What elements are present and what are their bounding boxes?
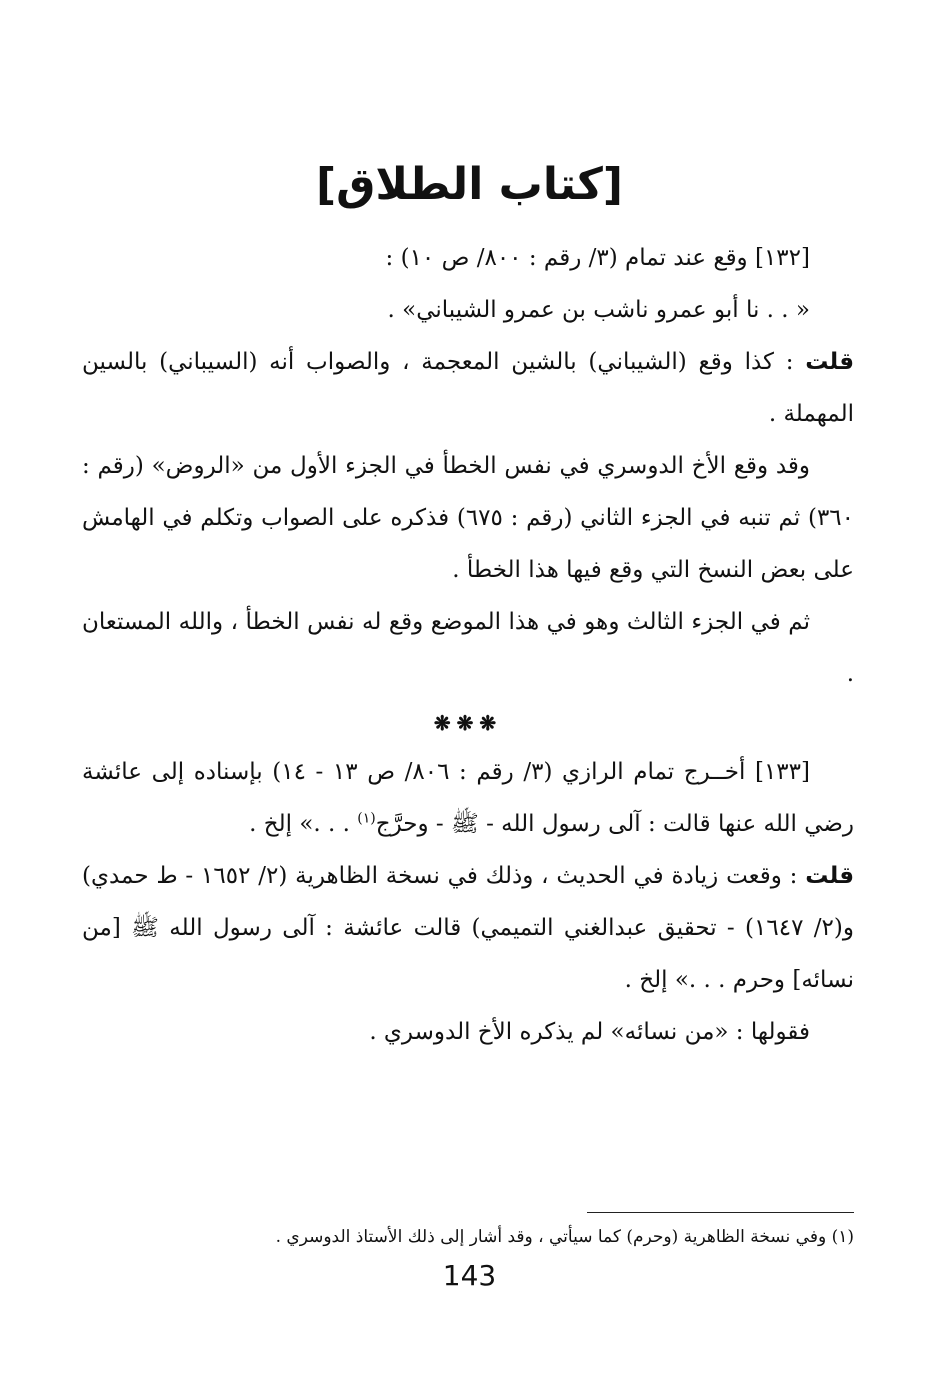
entry-132-heading: [١٣٢] وقع عند تمام (٣/ رقم : ٨٠٠/ ص ١٠) : [385,245,810,271]
entry-132-paragraph-3: ثم في الجزء الثالث وهو في هذا الموضع وقع له نفس الخطأ ، والله المستعان . [82,609,854,687]
footnote: (١) وفي نسخة الظاهرية (وحرم) كما سيأتي ، وقد أشار إلى ذلك الأستاذ الدوسري . [275,1227,854,1247]
entry-133-heading [82,746,854,850]
note-label: قلت [805,863,855,889]
entry-132-quote: « . . نا أبو عمرو ناشب بن عمرو الشيباني» . [387,297,810,323]
main-text [82,232,854,1058]
chapter-title: [كتاب الطلاق] [315,159,624,210]
entry-133-text-end: . . .» إلخ . [249,811,358,837]
entry-133-text: [١٣٣] أخــرج تمام الرازي (٣/ رقم : ٨٠٦/ ص ١٣ - ١٤) بإسناده إلى عائشة رضي الله عنها قالت : آلى رسول الله - ﷺ - وحرَّج [82,759,854,837]
footnote-reference[interactable]: (١) [357,810,376,827]
note-text: : وقعت زيادة في الحديث ، وذلك في نسخة الظاهرية (٢/ ١٦٥٢ - ط حمدي) و(٢/ ١٦٤٧) - تحقيق عبدالغني التميمي) قالت عائشة : آلى رسول الله ﷺ [من نسائه] وحرم . . .» إلخ . [82,863,854,993]
note-text: : كذا وقع (الشيباني) بالشين المعجمة ، والصواب أنه (السيباني) بالسين المهملة . [82,349,854,427]
note-label: قلت [805,349,854,375]
entry-133-paragraph-2: فقولها : «من نسائه» لم يذكره الأخ الدوسري . [369,1019,810,1045]
footnote-divider [587,1212,854,1213]
section-separator: ❋❋❋ [433,711,503,735]
entry-133-note [82,850,854,1006]
entry-132-note [82,336,854,440]
page-number: 143 [442,1259,497,1292]
entry-132-paragraph-2: وقد وقع الأخ الدوسري في نفس الخطأ في الجزء الأول من «الروض» (رقم : ٣٦٠) ثم تنبه في الجزء الثاني (رقم : ٦٧٥) فذكره على الصواب وتكلم في الهامش على بعض النسخ التي وقع فيها هذا الخطأ . [82,453,854,583]
